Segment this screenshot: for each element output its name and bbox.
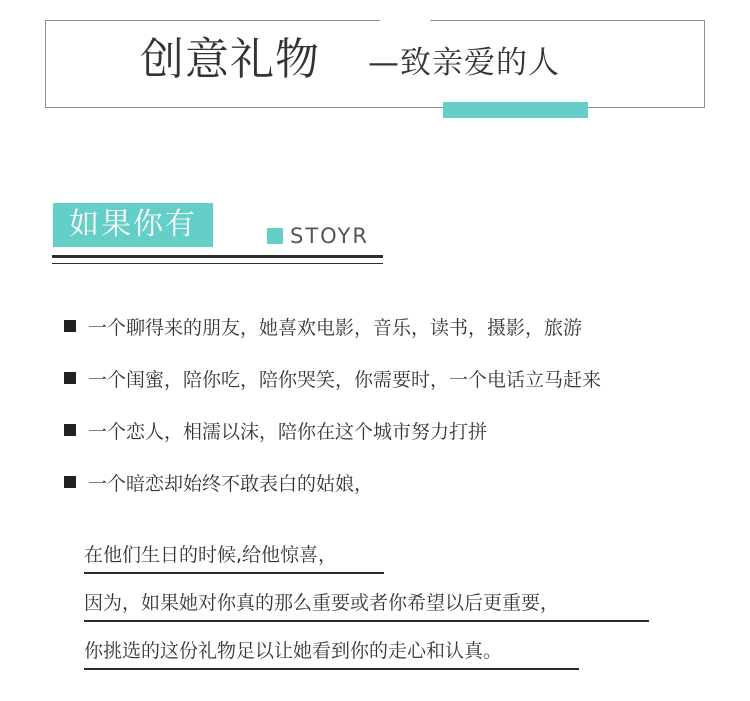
- closing-underline: [84, 668, 579, 670]
- section-tag: 如果你有: [53, 203, 213, 247]
- closing-underline: [84, 572, 384, 574]
- list-item-text: 一个暗恋却始终不敢表白的姑娘，: [88, 472, 374, 495]
- list-item-text: 一个恋人，相濡以沫，陪你在这个城市努力打拼: [88, 420, 488, 443]
- closing-underline: [84, 620, 649, 622]
- bullet-square-icon: [64, 320, 76, 332]
- bullet-square-icon: [64, 372, 76, 384]
- list-item-text: 一个闺蜜，陪你吃，陪你哭笑，你需要时，一个电话立马赶来: [88, 368, 602, 391]
- list-item-text: 一个聊得来的朋友，她喜欢电影，音乐，读书，摄影，旅游: [88, 316, 583, 339]
- page-title: 创意礼物: [140, 34, 320, 85]
- header-frame-gap: [380, 18, 430, 22]
- closing-line-text: 因为，如果她对你真的那么重要或者你希望以后更重要，: [84, 592, 560, 614]
- bullet-square-icon: [64, 476, 76, 488]
- closing-line-text: 在他们生日的时候,给他惊喜，: [84, 544, 338, 566]
- list-item: [64, 456, 601, 508]
- closing-line: [84, 631, 559, 679]
- list-item: [64, 300, 601, 352]
- closing-line: [84, 535, 559, 583]
- list-item: [64, 404, 601, 456]
- closing-paragraph: [84, 535, 559, 679]
- section-divider-thin: [52, 263, 383, 264]
- page-subtitle: —致亲爱的人: [368, 45, 560, 81]
- list-item: [64, 352, 601, 404]
- closing-line-text: 你挑选的这份礼物足以让她看到你的走心和认真。: [84, 640, 503, 662]
- closing-line: [84, 583, 559, 631]
- bullet-list: [64, 300, 601, 508]
- section-divider-thick: [52, 255, 383, 258]
- square-icon: [267, 228, 283, 244]
- header-accent-bar: [443, 102, 588, 118]
- bullet-square-icon: [64, 424, 76, 436]
- section-code: STOYR: [290, 224, 369, 248]
